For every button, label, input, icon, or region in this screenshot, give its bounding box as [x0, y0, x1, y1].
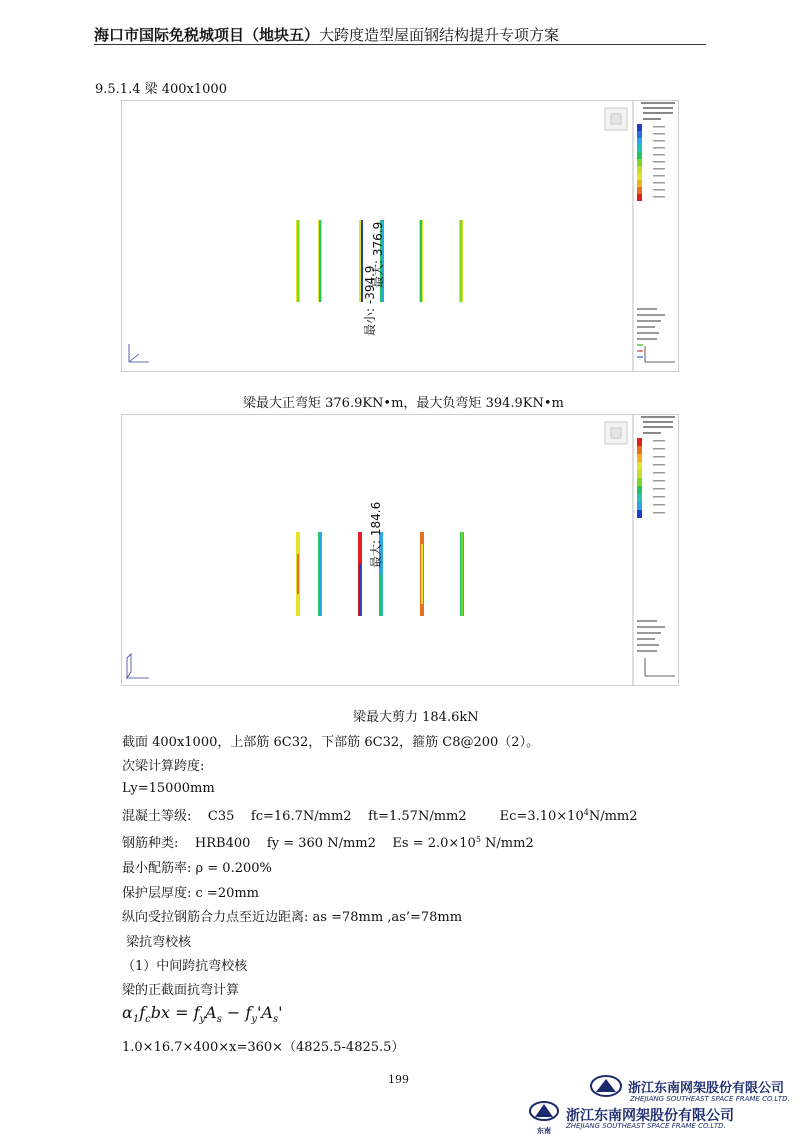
shear-contour-figure — [121, 414, 679, 686]
company-logo-icon-2 — [526, 1100, 562, 1122]
cover-thickness: 保护层厚度: c =20mm — [122, 886, 260, 901]
span-label: 次梁计算跨度: — [122, 759, 205, 774]
concrete-grade-unit: N/mm2 — [588, 809, 638, 824]
rebar-type — [122, 832, 534, 851]
header-title-rest: 大跨度造型屋面钢结构提升专项方案 — [319, 26, 560, 44]
concrete-grade-exponent: 4 — [583, 808, 589, 817]
company-logo-mark-text: 东南 — [537, 1127, 551, 1135]
rebar-type-unit: N/mm2 — [480, 836, 534, 851]
shear-max-annotation: 最大: 184.6 — [369, 501, 383, 568]
section-heading: 9.5.1.4 梁 400x1000 — [95, 82, 227, 97]
shear-figure-caption: 梁最大剪力 184.6kN — [353, 710, 479, 725]
flexure-check-heading: 梁抗弯校核 — [122, 935, 192, 950]
moment-contour-figure — [121, 100, 679, 372]
moment-max-annotation: 最大: 376.9 — [371, 221, 385, 288]
flexure-equation-values: 1.0×16.7×400×x=360×（4825.5-4825.5） — [122, 1040, 405, 1055]
company-english-2: ZHEJIANG SOUTHEAST SPACE FRAME CO.LTD. — [566, 1122, 726, 1130]
min-reinforcement-ratio: 最小配筋率: ρ = 0.200% — [122, 861, 272, 876]
company-name-2: 浙江东南网架股份有限公司 — [566, 1108, 734, 1124]
rebar-type-exponent: 5 — [475, 835, 481, 844]
rebar-centroid-distance: 纵向受拉钢筋合力点至近边距离: as =78mm ,as’=78mm — [122, 910, 463, 925]
company-name-1: 浙江东南网架股份有限公司 — [628, 1081, 785, 1096]
company-logo-mark — [586, 1074, 626, 1100]
shear-contour-image — [121, 414, 679, 686]
header-title — [94, 24, 559, 45]
moment-figure-caption: 梁最大正弯矩 376.9KN•m，最大负弯矩 394.9KN•m — [243, 396, 564, 411]
flexure-equation: $\alpha_1f_cbx = f_yA_s - f_y'A_s'$ — [122, 1003, 283, 1026]
company-logo-icon — [586, 1074, 626, 1100]
rebar-type-text: 钢筋种类: HRB400 fy = 360 N/mm2 Es = 2.0×10 — [122, 836, 476, 851]
concrete-grade-text: 混凝土等级: C35 fc=16.7N/mm2 ft=1.57N/mm2 Ec=3.10×10 — [122, 809, 584, 824]
company-logo-mark-2 — [526, 1100, 562, 1135]
page-number: 199 — [388, 1073, 409, 1086]
span-value: Ly=15000mm — [122, 781, 215, 796]
header-title-bold: 海口市国际免税城项目（地块五） — [94, 26, 320, 44]
mid-span-check-heading: （1）中间跨抗弯校核 — [122, 959, 248, 974]
moment-min-annotation: 最小: -394.9 — [363, 265, 377, 336]
moment-contour-image — [121, 100, 679, 372]
section-flexure-heading: 梁的正截面抗弯计算 — [122, 983, 240, 998]
company-english-1: ZHEJIANG SOUTHEAST SPACE FRAME CO.LTD. — [630, 1095, 790, 1103]
section-description: 截面 400x1000，上部筋 6C32，下部筋 6C32，箍筋 C8@200（2）。 — [122, 735, 540, 750]
concrete-grade — [122, 805, 638, 824]
header-divider — [94, 44, 706, 45]
